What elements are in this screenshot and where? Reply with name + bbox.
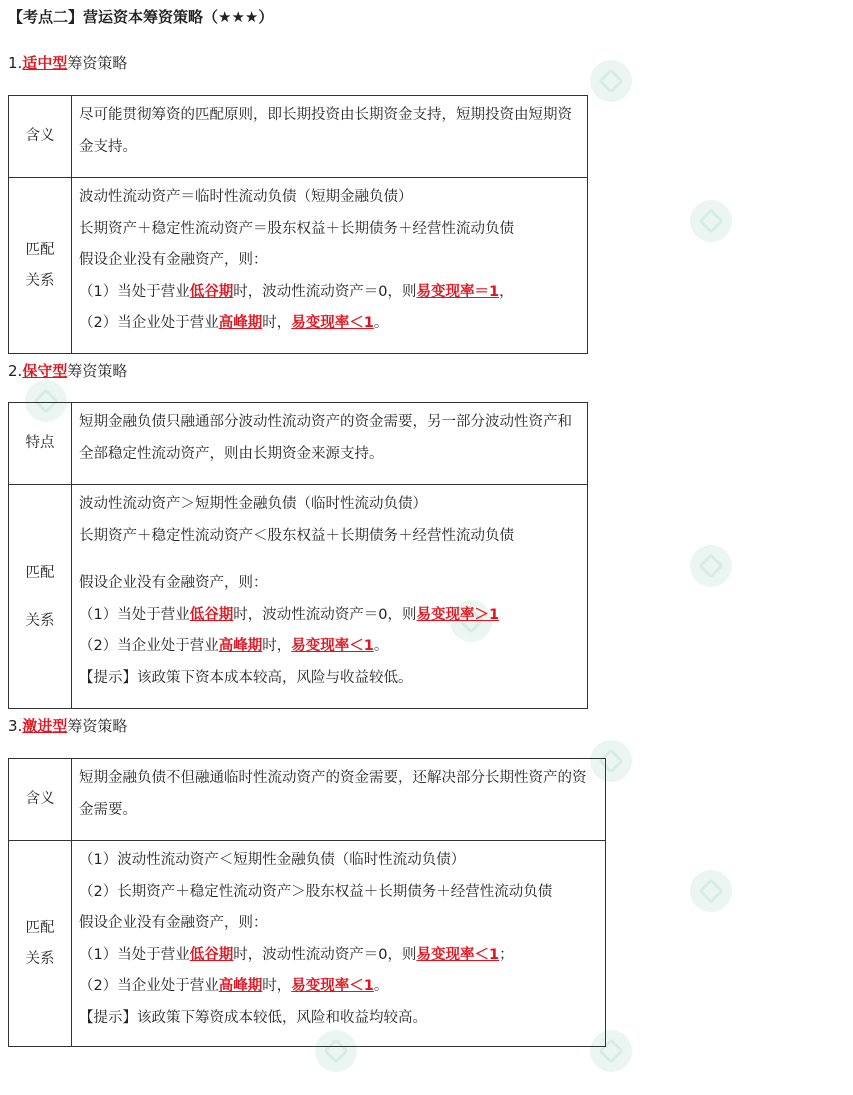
row-content: 短期金融负债不但融通临时性流动资产的资金需要，还解决部分长期性资产的资金需要。 [72,759,606,841]
row-label: 匹配关系 [9,841,72,1047]
row-content: 尽可能贯彻筹资的匹配原则，即长期投资由长期资金支持，短期投资由短期资金支持。 [72,96,588,178]
strategy-type: 适中型 [22,54,68,72]
strategy-table-conservative [8,402,588,709]
strategy-type: 保守型 [22,362,68,380]
strategy-table-aggressive [8,758,606,1047]
row-label: 匹配关系 [9,178,72,354]
page-title: 【考点二】营运资本筹资策略（★★★） [8,8,274,26]
row-label: 含义 [9,96,72,178]
row-label: 匹配关系 [9,485,72,709]
row-label: 含义 [9,759,72,841]
section-heading-1: 1.适中型筹资策略 [8,54,128,72]
row-label: 特点 [9,403,72,485]
strategy-type: 激进型 [22,717,68,735]
strategy-table-moderate [8,95,588,354]
section-heading-2: 2.保守型筹资策略 [8,362,128,380]
row-content: 波动性流动资产＝临时性流动负债（短期金融负债） 长期资产＋稳定性流动资产＝股东权益＋长期债务＋经营性流动负债 假设企业没有金融资产，则： （1）当处于营业低谷期时，波动性流动资产＝0，则易变现率＝1， （2）当企业处于营业高峰期时，易变现率＜1。 [72,178,588,354]
row-content: （1）波动性流动资产＜短期性金融负债（临时性流动负债） （2）长期资产＋稳定性流动资产＞股东权益＋长期债务＋经营性流动负债 假设企业没有金融资产，则： （1）当处于营业低谷期时，波动性流动资产＝0，则易变现率＜1； （2）当企业处于营业高峰期时，易变现率＜1。 【提示】该政策下筹资成本较低，风险和收益均较高。 [72,841,606,1047]
section-heading-3: 3.激进型筹资策略 [8,717,128,735]
row-content: 波动性流动资产＞短期性金融负债（临时性流动负债） 长期资产＋稳定性流动资产＜股东权益＋长期债务＋经营性流动负债 假设企业没有金融资产，则： （1）当处于营业低谷期时，波动性流动资产＝0，则易变现率＞1 （2）当企业处于营业高峰期时，易变现率＜1。 【提示】该政策下资本成本较高，风险与收益较低。 [72,485,588,709]
row-content: 短期金融负债只融通部分波动性流动资产的资金需要，另一部分波动性资产和全部稳定性流动资产，则由长期资金来源支持。 [72,403,588,485]
